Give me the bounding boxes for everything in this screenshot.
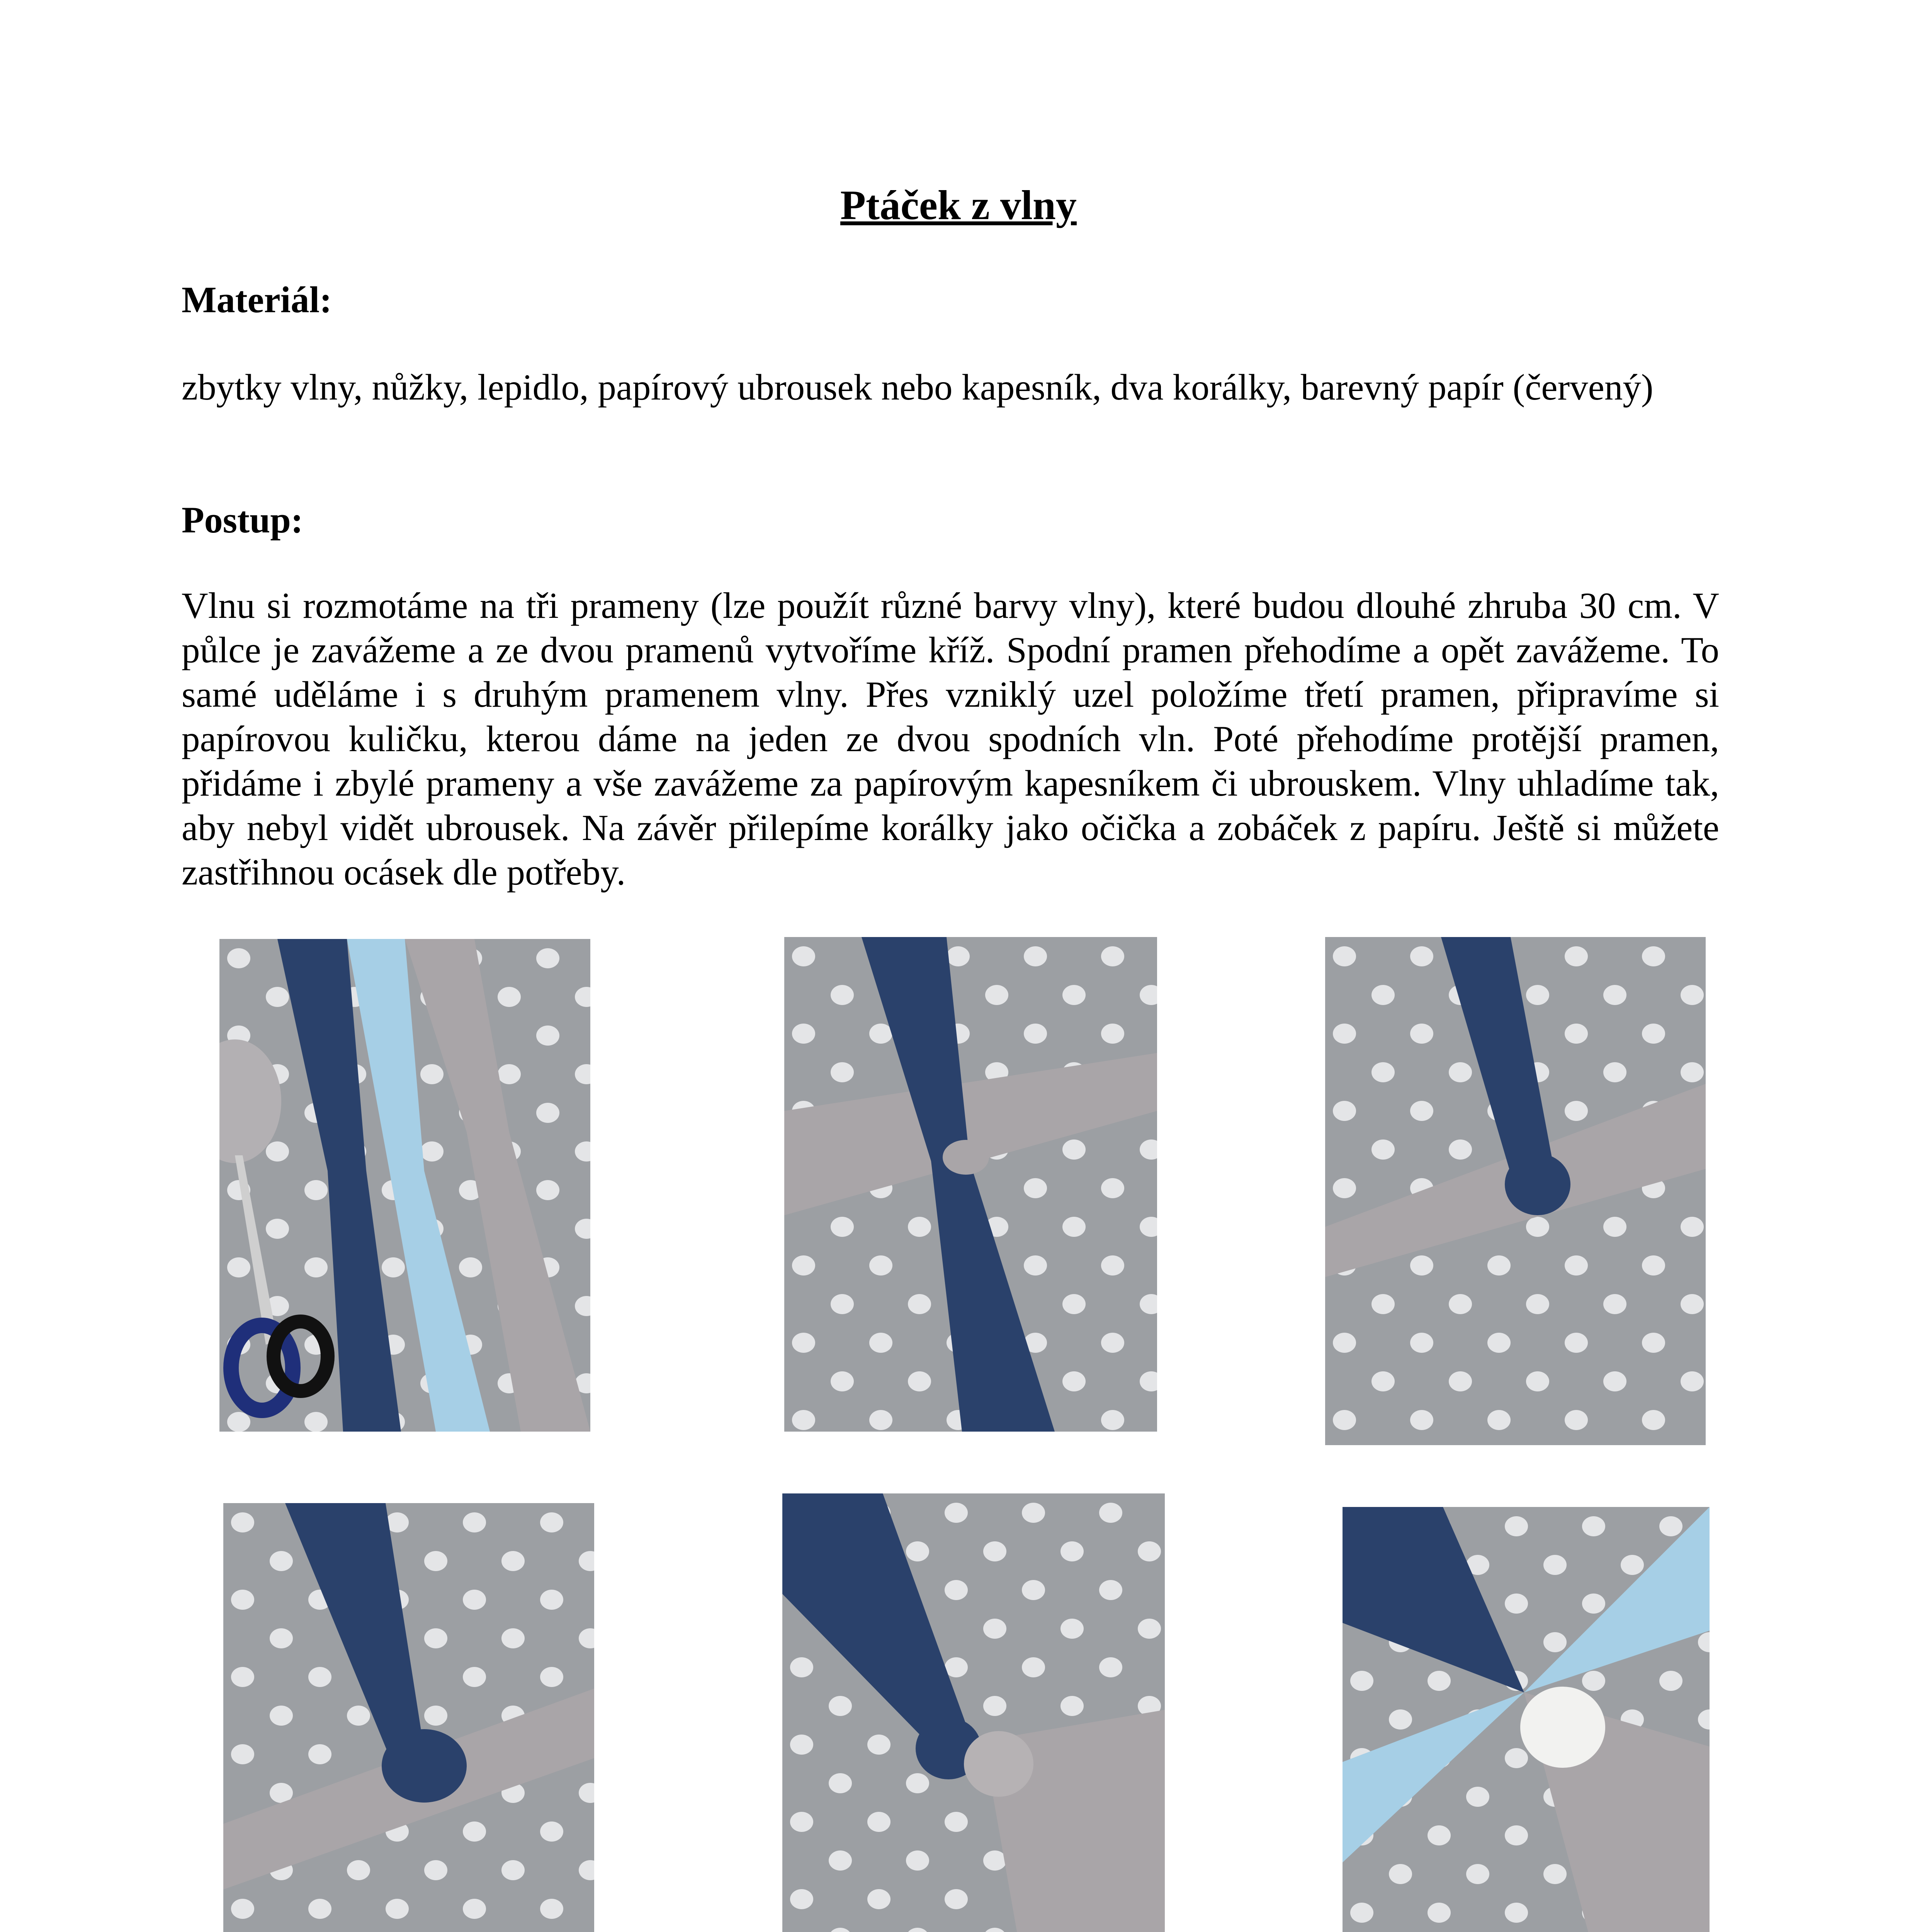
photo-step-2 (784, 937, 1157, 1432)
page-title: Ptáček z vlny (840, 182, 1077, 228)
photo-step-1 (219, 939, 590, 1432)
photo-step-5 (782, 1493, 1165, 1932)
procedure-heading: Postup: (182, 499, 303, 541)
photo-step-3 (1325, 937, 1706, 1445)
photo-step-6 (1343, 1507, 1710, 1932)
photo-step-4 (223, 1503, 594, 1932)
procedure-text: Vlnu si rozmotáme na tři prameny (lze použít různé barvy vlny), které budou dlouhé zhruba 30 cm. V půlce je zavážeme a ze dvou pramenů vytvoříme kříž. Spodní pramen přehodíme a opět zavážeme. To samé uděláme i s druhým pramenem vlny. Přes vzniklý uzel položíme třetí pramen, připravíme si papírovou kuličku, kterou dáme na jeden ze dvou spodních vln. Poté přehodíme protější pramen, přidáme i zbylé prameny a vše zavážeme za papírovým kapesníkem či ubrouskem. Vlny uhladíme tak, aby nebyl vidět ubrousek. Na závěr přilepíme korálky jako očička a zobáček z papíru. Ještě si můžete zastřihnou ocásek dle potřeby. (182, 585, 1719, 893)
material-text: zbytky vlny, nůžky, lepidlo, papírový ubrousek nebo kapesník, dva korálky, barevný papír (červený) (182, 367, 1654, 408)
material-heading: Materiál: (182, 279, 332, 320)
